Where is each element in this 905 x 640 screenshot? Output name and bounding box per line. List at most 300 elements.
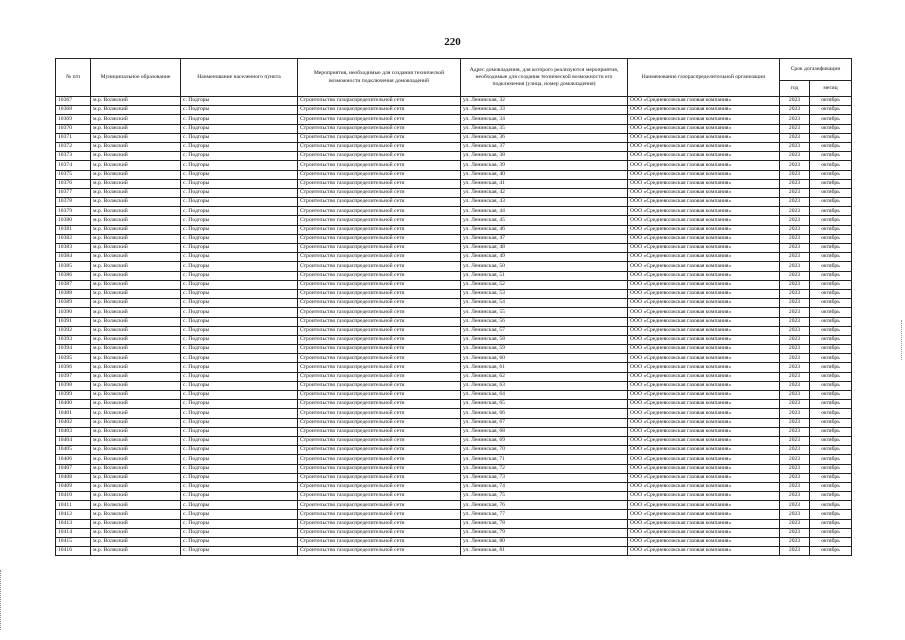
cell-org: ООО «Средневолжская газовая компания» — [628, 409, 780, 418]
cell-address: ул. Ленинская, 37 — [461, 142, 628, 151]
cell-month: октябрь — [810, 225, 852, 234]
cell-year: 2023 — [780, 409, 810, 418]
cell-municipality: м.р. Волжский — [91, 464, 181, 473]
cell-municipality: м.р. Волжский — [91, 381, 181, 390]
table-row — [56, 244, 852, 253]
cell-num: 10415 — [56, 538, 91, 547]
cell-address: ул. Ленинская, 76 — [461, 501, 628, 510]
cell-month: октябрь — [810, 299, 852, 308]
cell-measure: Строительство газораспределительной сети — [298, 446, 461, 455]
cell-num: 10385 — [56, 262, 91, 271]
cell-year: 2023 — [780, 372, 810, 381]
cell-settlement: с. Подгоры — [181, 391, 298, 400]
cell-measure: Строительство газораспределительной сети — [298, 436, 461, 445]
table-row — [56, 317, 852, 326]
table-row — [56, 335, 852, 344]
cell-measure: Строительство газораспределительной сети — [298, 244, 461, 253]
header-measure: Мероприятия, необходимые для создания технической возможности подключения домовладений — [298, 59, 461, 97]
cell-year: 2023 — [780, 482, 810, 491]
cell-year: 2023 — [780, 400, 810, 409]
table-row — [56, 142, 852, 151]
cell-num: 10398 — [56, 381, 91, 390]
cell-org: ООО «Средневолжская газовая компания» — [628, 262, 780, 271]
cell-org: ООО «Средневолжская газовая компания» — [628, 161, 780, 170]
cell-municipality: м.р. Волжский — [91, 528, 181, 537]
cell-measure: Строительство газораспределительной сети — [298, 538, 461, 547]
cell-address: ул. Ленинская, 75 — [461, 492, 628, 501]
cell-municipality: м.р. Волжский — [91, 280, 181, 289]
cell-measure: Строительство газораспределительной сети — [298, 501, 461, 510]
cell-month: октябрь — [810, 262, 852, 271]
cell-num: 10375 — [56, 170, 91, 179]
cell-num: 10407 — [56, 464, 91, 473]
cell-month: октябрь — [810, 216, 852, 225]
cell-month: октябрь — [810, 391, 852, 400]
cell-settlement: с. Подгоры — [181, 372, 298, 381]
cell-org: ООО «Средневолжская газовая компания» — [628, 234, 780, 243]
cell-settlement: с. Подгоры — [181, 409, 298, 418]
cell-month: октябрь — [810, 161, 852, 170]
table-row — [56, 528, 852, 537]
cell-address: ул. Ленинская, 35 — [461, 124, 628, 133]
table-row — [56, 345, 852, 354]
cell-settlement: с. Подгоры — [181, 510, 298, 519]
table-row — [56, 538, 852, 547]
cell-month: октябрь — [810, 510, 852, 519]
cell-month: октябрь — [810, 198, 852, 207]
cell-address: ул. Ленинская, 77 — [461, 510, 628, 519]
cell-measure: Строительство газораспределительной сети — [298, 216, 461, 225]
cell-address: ул. Ленинская, 51 — [461, 271, 628, 280]
gasification-table — [55, 58, 852, 556]
cell-num: 10374 — [56, 161, 91, 170]
cell-measure: Строительство газораспределительной сети — [298, 473, 461, 482]
cell-settlement: с. Подгоры — [181, 133, 298, 142]
cell-address: ул. Ленинская, 39 — [461, 161, 628, 170]
table-row — [56, 271, 852, 280]
cell-settlement: с. Подгоры — [181, 455, 298, 464]
table-row — [56, 547, 852, 556]
cell-settlement: с. Подгоры — [181, 179, 298, 188]
cell-year: 2023 — [780, 152, 810, 161]
cell-month: октябрь — [810, 97, 852, 106]
cell-settlement: с. Подгоры — [181, 473, 298, 482]
table-row — [56, 188, 852, 197]
cell-org: ООО «Средневолжская газовая компания» — [628, 216, 780, 225]
table-row — [56, 289, 852, 298]
cell-num: 10391 — [56, 317, 91, 326]
cell-year: 2023 — [780, 391, 810, 400]
cell-month: октябрь — [810, 244, 852, 253]
cell-month: октябрь — [810, 234, 852, 243]
cell-year: 2023 — [780, 510, 810, 519]
cell-address: ул. Ленинская, 36 — [461, 133, 628, 142]
table-row — [56, 124, 852, 133]
cell-measure: Строительство газораспределительной сети — [298, 152, 461, 161]
cell-municipality: м.р. Волжский — [91, 363, 181, 372]
table-row — [56, 216, 852, 225]
cell-address: ул. Ленинская, 46 — [461, 225, 628, 234]
cell-year: 2023 — [780, 115, 810, 124]
cell-year: 2023 — [780, 179, 810, 188]
cell-settlement: с. Подгоры — [181, 418, 298, 427]
table-row — [56, 97, 852, 106]
cell-num: 10401 — [56, 409, 91, 418]
cell-municipality: м.р. Волжский — [91, 400, 181, 409]
cell-year: 2023 — [780, 299, 810, 308]
cell-municipality: м.р. Волжский — [91, 335, 181, 344]
cell-municipality: м.р. Волжский — [91, 106, 181, 115]
cell-address: ул. Ленинская, 34 — [461, 115, 628, 124]
cell-num: 10406 — [56, 455, 91, 464]
cell-org: ООО «Средневолжская газовая компания» — [628, 124, 780, 133]
cell-org: ООО «Средневолжская газовая компания» — [628, 152, 780, 161]
cell-year: 2023 — [780, 289, 810, 298]
cell-measure: Строительство газораспределительной сети — [298, 142, 461, 151]
cell-org: ООО «Средневолжская газовая компания» — [628, 299, 780, 308]
cell-org: ООО «Средневолжская газовая компания» — [628, 464, 780, 473]
cell-settlement: с. Подгоры — [181, 253, 298, 262]
cell-municipality: м.р. Волжский — [91, 234, 181, 243]
cell-measure: Строительство газораспределительной сети — [298, 427, 461, 436]
cell-year: 2023 — [780, 455, 810, 464]
cell-address: ул. Ленинская, 62 — [461, 372, 628, 381]
cell-settlement: с. Подгоры — [181, 262, 298, 271]
cell-num: 10403 — [56, 427, 91, 436]
cell-year: 2023 — [780, 501, 810, 510]
cell-year: 2023 — [780, 142, 810, 151]
cell-year: 2023 — [780, 335, 810, 344]
cell-municipality: м.р. Волжский — [91, 152, 181, 161]
cell-org: ООО «Средневолжская газовая компания» — [628, 106, 780, 115]
cell-num: 10402 — [56, 418, 91, 427]
cell-org: ООО «Средневолжская газовая компания» — [628, 244, 780, 253]
cell-num: 10376 — [56, 179, 91, 188]
cell-year: 2023 — [780, 198, 810, 207]
cell-municipality: м.р. Волжский — [91, 225, 181, 234]
cell-settlement: с. Подгоры — [181, 354, 298, 363]
cell-measure: Строительство газораспределительной сети — [298, 482, 461, 491]
cell-municipality: м.р. Волжский — [91, 198, 181, 207]
table-row — [56, 106, 852, 115]
cell-municipality: м.р. Волжский — [91, 501, 181, 510]
cell-address: ул. Ленинская, 81 — [461, 547, 628, 556]
table-row — [56, 170, 852, 179]
header-settlement: Наименование населенного пункта — [181, 59, 298, 97]
header-term: Срок догазификации — [780, 59, 852, 81]
cell-org: ООО «Средневолжская газовая компания» — [628, 519, 780, 528]
cell-address: ул. Ленинская, 43 — [461, 198, 628, 207]
cell-month: октябрь — [810, 501, 852, 510]
cell-num: 10382 — [56, 234, 91, 243]
cell-year: 2023 — [780, 97, 810, 106]
cell-num: 10377 — [56, 188, 91, 197]
cell-municipality: м.р. Волжский — [91, 216, 181, 225]
cell-measure: Строительство газораспределительной сети — [298, 326, 461, 335]
cell-settlement: с. Подгоры — [181, 400, 298, 409]
cell-num: 10373 — [56, 152, 91, 161]
cell-address: ул. Ленинская, 42 — [461, 188, 628, 197]
cell-settlement: с. Подгоры — [181, 216, 298, 225]
scan-artifact — [0, 570, 9, 630]
cell-settlement: с. Подгоры — [181, 363, 298, 372]
cell-measure: Строительство газораспределительной сети — [298, 391, 461, 400]
cell-measure: Строительство газораспределительной сети — [298, 418, 461, 427]
cell-settlement: с. Подгоры — [181, 280, 298, 289]
cell-settlement: с. Подгоры — [181, 308, 298, 317]
cell-settlement: с. Подгоры — [181, 106, 298, 115]
cell-municipality: м.р. Волжский — [91, 271, 181, 280]
cell-settlement: с. Подгоры — [181, 225, 298, 234]
cell-municipality: м.р. Волжский — [91, 244, 181, 253]
cell-year: 2023 — [780, 446, 810, 455]
table-row — [56, 501, 852, 510]
cell-settlement: с. Подгоры — [181, 271, 298, 280]
cell-address: ул. Ленинская, 52 — [461, 280, 628, 289]
cell-address: ул. Ленинская, 71 — [461, 455, 628, 464]
cell-num: 10404 — [56, 436, 91, 445]
cell-org: ООО «Средневолжская газовая компания» — [628, 97, 780, 106]
cell-month: октябрь — [810, 271, 852, 280]
cell-num: 10416 — [56, 547, 91, 556]
cell-num: 10394 — [56, 345, 91, 354]
cell-settlement: с. Подгоры — [181, 345, 298, 354]
cell-municipality: м.р. Волжский — [91, 372, 181, 381]
cell-month: октябрь — [810, 115, 852, 124]
table-row — [56, 308, 852, 317]
cell-year: 2023 — [780, 354, 810, 363]
cell-municipality: м.р. Волжский — [91, 317, 181, 326]
table-row — [56, 482, 852, 491]
cell-municipality: м.р. Волжский — [91, 510, 181, 519]
cell-address: ул. Ленинская, 65 — [461, 400, 628, 409]
cell-measure: Строительство газораспределительной сети — [298, 354, 461, 363]
cell-settlement: с. Подгоры — [181, 538, 298, 547]
cell-settlement: с. Подгоры — [181, 97, 298, 106]
cell-settlement: с. Подгоры — [181, 335, 298, 344]
cell-num: 10395 — [56, 354, 91, 363]
cell-municipality: м.р. Волжский — [91, 547, 181, 556]
page-number: 220 — [444, 36, 461, 48]
cell-num: 10368 — [56, 106, 91, 115]
cell-org: ООО «Средневолжская газовая компания» — [628, 363, 780, 372]
cell-municipality: м.р. Волжский — [91, 170, 181, 179]
cell-measure: Строительство газораспределительной сети — [298, 400, 461, 409]
cell-measure: Строительство газораспределительной сети — [298, 161, 461, 170]
cell-year: 2023 — [780, 308, 810, 317]
cell-municipality: м.р. Волжский — [91, 455, 181, 464]
cell-measure: Строительство газораспределительной сети — [298, 271, 461, 280]
cell-settlement: с. Подгоры — [181, 482, 298, 491]
cell-num: 10397 — [56, 372, 91, 381]
table-body — [56, 97, 852, 556]
cell-org: ООО «Средневолжская газовая компания» — [628, 455, 780, 464]
table-header — [56, 59, 852, 97]
cell-month: октябрь — [810, 492, 852, 501]
cell-measure: Строительство газораспределительной сети — [298, 528, 461, 537]
cell-measure: Строительство газораспределительной сети — [298, 455, 461, 464]
cell-month: октябрь — [810, 538, 852, 547]
cell-measure: Строительство газораспределительной сети — [298, 207, 461, 216]
table-row — [56, 409, 852, 418]
table-row — [56, 234, 852, 243]
cell-year: 2023 — [780, 124, 810, 133]
cell-address: ул. Ленинская, 66 — [461, 409, 628, 418]
cell-address: ул. Ленинская, 70 — [461, 446, 628, 455]
cell-month: октябрь — [810, 335, 852, 344]
cell-year: 2023 — [780, 161, 810, 170]
cell-month: октябрь — [810, 409, 852, 418]
cell-settlement: с. Подгоры — [181, 299, 298, 308]
cell-num: 10412 — [56, 510, 91, 519]
cell-address: ул. Ленинская, 64 — [461, 391, 628, 400]
cell-num: 10410 — [56, 492, 91, 501]
cell-org: ООО «Средневолжская газовая компания» — [628, 473, 780, 482]
cell-address: ул. Ленинская, 79 — [461, 528, 628, 537]
cell-measure: Строительство газораспределительной сети — [298, 317, 461, 326]
cell-month: октябрь — [810, 317, 852, 326]
cell-measure: Строительство газораспределительной сети — [298, 106, 461, 115]
table-row — [56, 455, 852, 464]
cell-month: октябрь — [810, 436, 852, 445]
cell-address: ул. Ленинская, 49 — [461, 253, 628, 262]
cell-settlement: с. Подгоры — [181, 436, 298, 445]
cell-org: ООО «Средневолжская газовая компания» — [628, 326, 780, 335]
cell-measure: Строительство газораспределительной сети — [298, 372, 461, 381]
cell-org: ООО «Средневолжская газовая компания» — [628, 391, 780, 400]
cell-settlement: с. Подгоры — [181, 427, 298, 436]
cell-num: 10388 — [56, 289, 91, 298]
cell-measure: Строительство газораспределительной сети — [298, 133, 461, 142]
cell-address: ул. Ленинская, 32 — [461, 97, 628, 106]
cell-measure: Строительство газораспределительной сети — [298, 97, 461, 106]
cell-measure: Строительство газораспределительной сети — [298, 409, 461, 418]
cell-month: октябрь — [810, 354, 852, 363]
cell-month: октябрь — [810, 289, 852, 298]
cell-year: 2023 — [780, 363, 810, 372]
cell-org: ООО «Средневолжская газовая компания» — [628, 528, 780, 537]
cell-municipality: м.р. Волжский — [91, 262, 181, 271]
cell-org: ООО «Средневолжская газовая компания» — [628, 317, 780, 326]
cell-org: ООО «Средневолжская газовая компания» — [628, 133, 780, 142]
cell-month: октябрь — [810, 381, 852, 390]
cell-num: 10399 — [56, 391, 91, 400]
table-row — [56, 161, 852, 170]
cell-month: октябрь — [810, 464, 852, 473]
cell-year: 2023 — [780, 473, 810, 482]
cell-settlement: с. Подгоры — [181, 326, 298, 335]
cell-org: ООО «Средневолжская газовая компания» — [628, 253, 780, 262]
cell-municipality: м.р. Волжский — [91, 207, 181, 216]
cell-settlement: с. Подгоры — [181, 464, 298, 473]
cell-settlement: с. Подгоры — [181, 501, 298, 510]
cell-num: 10370 — [56, 124, 91, 133]
cell-municipality: м.р. Волжский — [91, 253, 181, 262]
cell-municipality: м.р. Волжский — [91, 133, 181, 142]
table-row — [56, 225, 852, 234]
cell-month: октябрь — [810, 253, 852, 262]
cell-num: 10381 — [56, 225, 91, 234]
cell-municipality: м.р. Волжский — [91, 473, 181, 482]
cell-municipality: м.р. Волжский — [91, 482, 181, 491]
cell-municipality: м.р. Волжский — [91, 492, 181, 501]
cell-address: ул. Ленинская, 38 — [461, 152, 628, 161]
cell-org: ООО «Средневолжская газовая компания» — [628, 381, 780, 390]
cell-org: ООО «Средневолжская газовая компания» — [628, 188, 780, 197]
cell-year: 2023 — [780, 244, 810, 253]
cell-month: октябрь — [810, 363, 852, 372]
cell-month: октябрь — [810, 188, 852, 197]
cell-address: ул. Ленинская, 45 — [461, 216, 628, 225]
cell-org: ООО «Средневолжская газовая компания» — [628, 345, 780, 354]
cell-org: ООО «Средневолжская газовая компания» — [628, 225, 780, 234]
cell-settlement: с. Подгоры — [181, 547, 298, 556]
cell-municipality: м.р. Волжский — [91, 409, 181, 418]
cell-month: октябрь — [810, 400, 852, 409]
cell-measure: Строительство газораспределительной сети — [298, 464, 461, 473]
cell-year: 2023 — [780, 345, 810, 354]
cell-municipality: м.р. Волжский — [91, 289, 181, 298]
cell-measure: Строительство газораспределительной сети — [298, 363, 461, 372]
cell-municipality: м.р. Волжский — [91, 354, 181, 363]
cell-address: ул. Ленинская, 78 — [461, 519, 628, 528]
cell-settlement: с. Подгоры — [181, 152, 298, 161]
cell-address: ул. Ленинская, 73 — [461, 473, 628, 482]
cell-year: 2023 — [780, 170, 810, 179]
cell-org: ООО «Средневолжская газовая компания» — [628, 198, 780, 207]
table-row — [56, 115, 852, 124]
cell-settlement: с. Подгоры — [181, 170, 298, 179]
cell-municipality: м.р. Волжский — [91, 299, 181, 308]
cell-year: 2023 — [780, 188, 810, 197]
cell-org: ООО «Средневолжская газовая компания» — [628, 280, 780, 289]
cell-municipality: м.р. Волжский — [91, 391, 181, 400]
cell-settlement: с. Подгоры — [181, 188, 298, 197]
cell-address: ул. Ленинская, 69 — [461, 436, 628, 445]
cell-settlement: с. Подгоры — [181, 198, 298, 207]
cell-org: ООО «Средневолжская газовая компания» — [628, 538, 780, 547]
cell-settlement: с. Подгоры — [181, 519, 298, 528]
table-row — [56, 473, 852, 482]
cell-month: октябрь — [810, 528, 852, 537]
cell-num: 10389 — [56, 299, 91, 308]
cell-municipality: м.р. Волжский — [91, 161, 181, 170]
cell-address: ул. Ленинская, 68 — [461, 427, 628, 436]
cell-year: 2023 — [780, 547, 810, 556]
cell-org: ООО «Средневолжская газовая компания» — [628, 427, 780, 436]
cell-num: 10392 — [56, 326, 91, 335]
cell-num: 10411 — [56, 501, 91, 510]
cell-month: октябрь — [810, 142, 852, 151]
cell-address: ул. Ленинская, 47 — [461, 234, 628, 243]
cell-month: октябрь — [810, 124, 852, 133]
cell-settlement: с. Подгоры — [181, 446, 298, 455]
header-year: год — [780, 81, 810, 97]
cell-month: октябрь — [810, 170, 852, 179]
table-row — [56, 133, 852, 142]
table-row — [56, 519, 852, 528]
cell-num: 10390 — [56, 308, 91, 317]
cell-address: ул. Ленинская, 58 — [461, 335, 628, 344]
cell-org: ООО «Средневолжская газовая компания» — [628, 510, 780, 519]
cell-municipality: м.р. Волжский — [91, 436, 181, 445]
cell-measure: Строительство газораспределительной сети — [298, 234, 461, 243]
cell-org: ООО «Средневолжская газовая компания» — [628, 372, 780, 381]
table-row — [56, 179, 852, 188]
cell-org: ООО «Средневолжская газовая компания» — [628, 436, 780, 445]
cell-year: 2023 — [780, 262, 810, 271]
cell-address: ул. Ленинская, 80 — [461, 538, 628, 547]
